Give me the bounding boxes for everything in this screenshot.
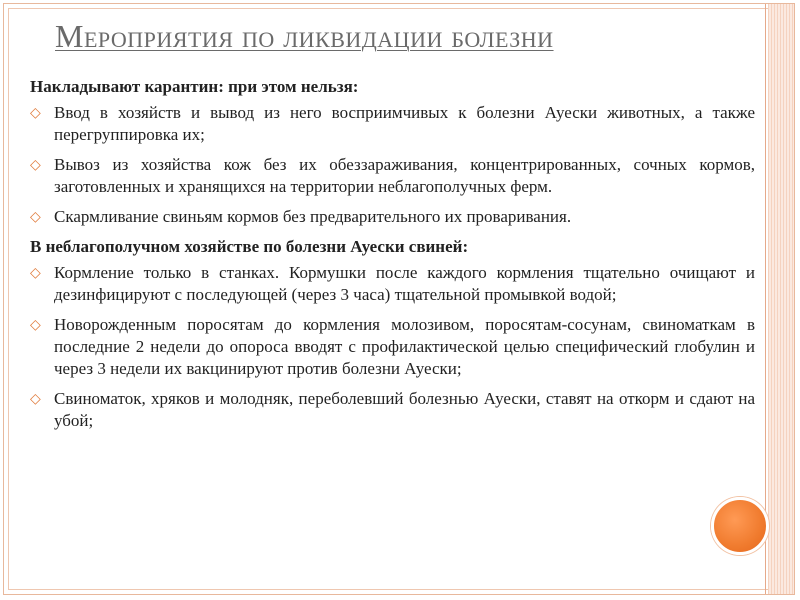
list-item — [30, 262, 755, 306]
section-heading-quarantine: Накладывают карантин: при этом нельзя: — [30, 77, 359, 96]
diamond-bullet-icon: ◇ — [30, 391, 41, 407]
diamond-bullet-icon: ◇ — [30, 105, 41, 121]
list-item-text: Новорожденным поросятам до кормления молозивом, поросятам-сосунам, свиноматкам в последние 2 недели до опороса вводят с профилактической целью специфический глобулин и через 3 недели их вакцинируют против болезни Ауески; — [54, 315, 755, 378]
decorative-band-line — [765, 4, 766, 594]
list-item-text: Кормление только в станках. Кормушки после каждого кормления тщательно очищают и дезинфицируют с последующей (через 3 часа) тщательной промывкой водой; — [54, 263, 755, 304]
list-item-text: Ввод в хозяйств и вывод из него восприимчивых к болезни Ауески животных, а также перегруппировка их; — [54, 103, 755, 144]
decorative-orange-circle — [711, 497, 769, 555]
section-heading-farm: В неблагополучном хозяйстве по болезни Ауески свиней: — [30, 237, 469, 256]
diamond-bullet-icon: ◇ — [30, 265, 41, 281]
decorative-right-band — [768, 4, 794, 594]
list-item-text: Свиноматок, хряков и молодняк, переболевший болезнью Ауески, ставят на откорм и сдают на убой; — [54, 389, 755, 430]
list-item — [30, 102, 755, 146]
list-item — [30, 154, 755, 198]
diamond-bullet-icon: ◇ — [30, 317, 41, 333]
diamond-bullet-icon: ◇ — [30, 157, 41, 173]
list-item-text: Скармливание свиньям кормов без предварительного их проваривания. — [54, 207, 572, 226]
list-item — [30, 314, 755, 380]
slide-title: Мероприятия по ликвидации болезни — [55, 18, 554, 54]
list-item-text: Вывоз из хозяйства кож без их обеззараживания, концентрированных, сочных кормов, заготовленных и хранящихся на территории неблагополучных ферм. — [54, 155, 755, 196]
diamond-bullet-icon: ◇ — [30, 209, 41, 225]
list-item — [30, 388, 755, 432]
slide-content — [30, 76, 755, 440]
list-item — [30, 206, 755, 228]
